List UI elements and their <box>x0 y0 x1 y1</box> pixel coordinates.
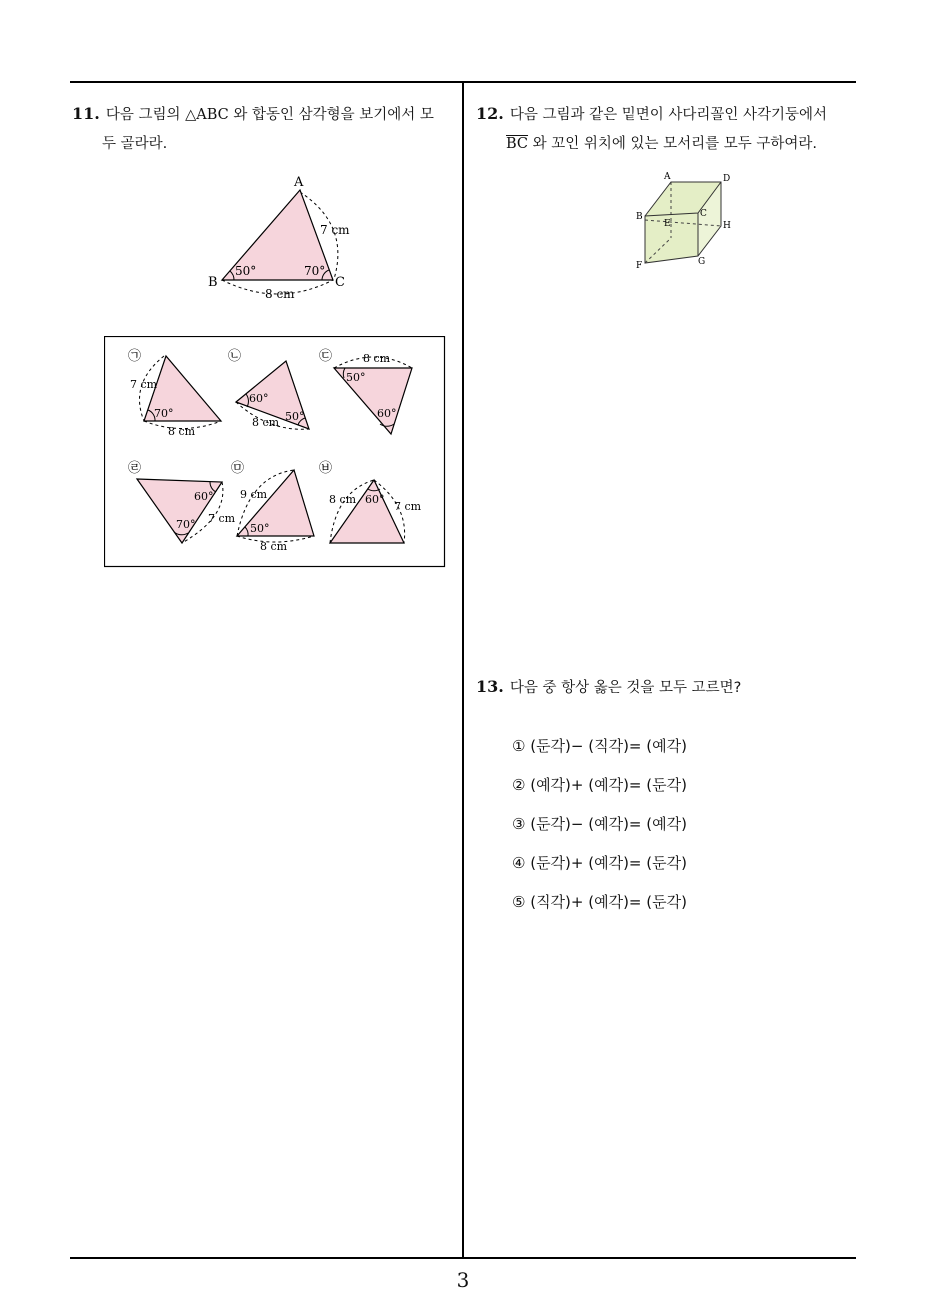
question-11-text-c: 와 합동인 삼각형을 보기에서 모 <box>228 107 434 123</box>
main-side-ac: 7 cm <box>320 223 350 237</box>
option-1-label-base: 8 cm <box>168 425 196 438</box>
question-12-segment-bc: $\overline{BC}$ <box>506 136 529 152</box>
column-divider <box>462 81 464 1259</box>
question-11-text-line2: 두 골라라. <box>102 136 168 152</box>
main-vertex-c: C <box>335 275 345 290</box>
choice-3[interactable]: ③ (둔각)− (예각)= (예각) <box>512 815 687 833</box>
question-13-text: 다음 중 항상 옳은 것을 모두 고르면? <box>509 680 742 696</box>
option-2-marker: ㉡ <box>228 349 242 364</box>
option-6-label-side2: 7 cm <box>394 500 422 513</box>
question-12-number: 12. <box>476 104 504 123</box>
option-6-label-side1: 8 cm <box>329 493 357 506</box>
q12-prism-figure <box>628 168 743 273</box>
option-5-marker: ㉤ <box>231 461 245 476</box>
option-4-label-angle1: 60° <box>194 490 214 503</box>
page-number: 3 <box>456 1268 470 1292</box>
main-side-bc: 8 cm <box>265 287 295 301</box>
question-11-text-a: 다음 그림의 <box>105 107 186 123</box>
question-11-number: 11. <box>72 104 100 123</box>
main-angle-c: 70° <box>304 264 326 278</box>
option-3-label-angle2: 60° <box>377 407 397 420</box>
option-2-label-angle2: 50° <box>285 410 305 423</box>
question-12-text-line1: 다음 그림과 같은 밑면이 사다리꼴인 사각기둥에서 <box>509 107 828 123</box>
choice-1[interactable]: ① (둔각)− (직각)= (예각) <box>512 737 687 755</box>
option-5-label-angle: 50° <box>250 522 270 535</box>
option-4-label-angle2: 70° <box>176 518 196 531</box>
question-11 <box>72 99 460 159</box>
option-4-marker: ㉣ <box>128 461 142 476</box>
option-1-label-angle: 70° <box>154 407 174 420</box>
choice-4[interactable]: ④ (둔각)+ (예각)= (둔각) <box>512 854 687 872</box>
choice-5[interactable]: ⑤ (직각)+ (예각)= (둔각) <box>512 893 687 911</box>
bottom-rule <box>70 1257 856 1259</box>
q11-main-triangle-figure <box>200 170 360 305</box>
prism-label-g: G <box>698 257 706 267</box>
q11-options-box <box>104 336 446 568</box>
option-6-label-angle: 60° <box>365 493 385 506</box>
option-5-label-side1: 9 cm <box>240 488 268 501</box>
prism-label-h: H <box>723 221 731 231</box>
main-angle-b: 50° <box>235 264 257 278</box>
option-1-marker: ㉠ <box>128 349 142 364</box>
option-2-label-side: 8 cm <box>252 416 280 429</box>
main-vertex-b: B <box>208 275 218 290</box>
prism-label-a: A <box>664 172 671 182</box>
question-13-number: 13. <box>476 677 504 696</box>
prism-label-c: C <box>700 209 707 219</box>
option-6-marker: ㉥ <box>319 461 333 476</box>
prism-label-e: E <box>664 219 671 229</box>
question-12 <box>476 99 866 159</box>
choice-2[interactable]: ② (예각)+ (예각)= (둔각) <box>512 776 687 794</box>
option-4-label-side: 7 cm <box>208 512 236 525</box>
question-13 <box>476 672 866 703</box>
option-3-label-side: 8 cm <box>363 352 391 365</box>
prism-label-f: F <box>636 261 643 271</box>
prism-label-b: B <box>636 212 643 222</box>
question-12-text-line2: 와 꼬인 위치에 있는 모서리를 모두 구하여라. <box>528 136 818 152</box>
option-1-label-side: 7 cm <box>130 378 158 391</box>
question-11-triangle-name: △ABC <box>185 107 229 123</box>
option-5-label-side2: 8 cm <box>260 540 288 553</box>
option-3-marker: ㉢ <box>319 349 333 364</box>
main-vertex-a: A <box>294 175 304 190</box>
option-2-label-angle1: 60° <box>249 392 269 405</box>
option-3-label-angle1: 50° <box>346 371 366 384</box>
prism-label-d: D <box>723 174 731 184</box>
